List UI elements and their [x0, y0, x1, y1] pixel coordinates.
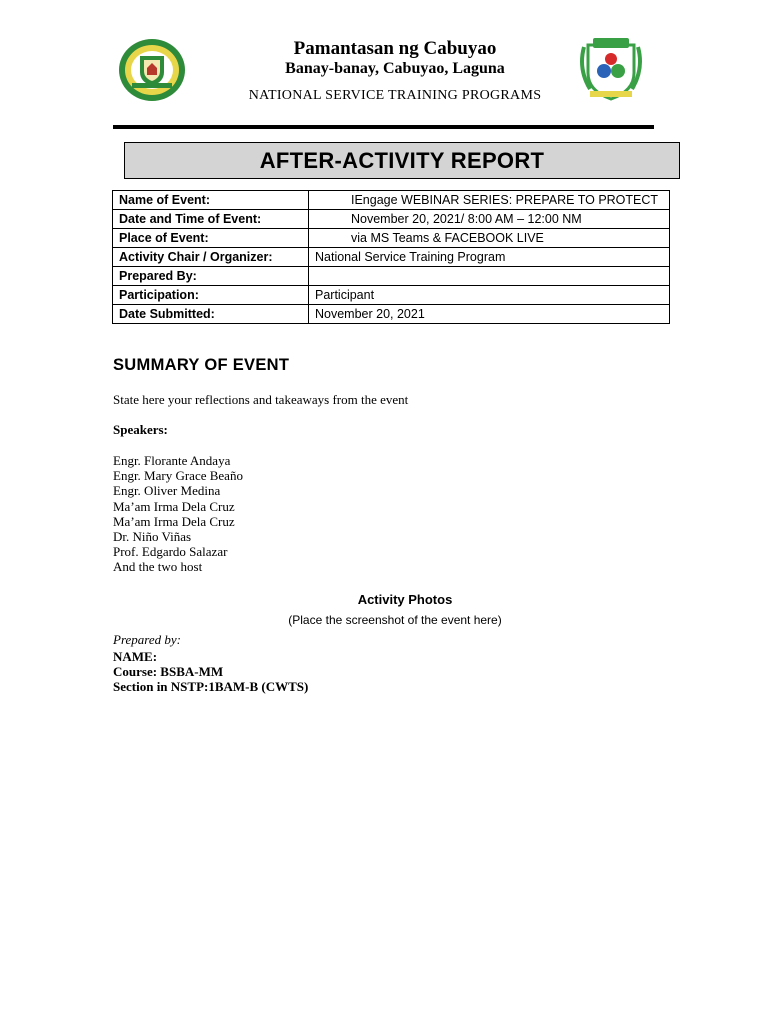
reflection-text: State here your reflections and takeaways from the event	[113, 392, 409, 407]
prepared-by-label: Prepared by:	[113, 632, 181, 647]
row-value: via MS Teams & FACEBOOK LIVE	[309, 229, 670, 248]
university-name: Pamantasan ng Cabuyao	[293, 38, 497, 59]
row-label: Date Submitted:	[113, 305, 309, 324]
table-row	[113, 286, 670, 305]
list-item: Engr. Florante Andaya	[113, 453, 231, 468]
row-label: Activity Chair / Organizer:	[113, 248, 309, 267]
row-label: Participation:	[113, 286, 309, 305]
table-row	[113, 229, 670, 248]
speakers-label: Speakers:	[113, 422, 168, 437]
list-item: Engr. Oliver Medina	[113, 483, 221, 499]
list-item: And the two host	[113, 559, 203, 575]
row-value: IEngage WEBINAR SERIES: PREPARE TO PROTECT	[309, 191, 670, 210]
table-row	[113, 305, 670, 324]
row-value: November 20, 2021	[309, 305, 670, 324]
speaker-list	[113, 453, 243, 575]
list-item: Ma’am Irma Dela Cruz	[113, 498, 235, 514]
row-label: Place of Event:	[113, 229, 309, 248]
list-item: Engr. Mary Grace Beaño	[113, 468, 243, 484]
list-item: Dr. Niño Viñas	[113, 529, 192, 545]
signature-section: Section in NSTP:1BAM-B (CWTS)	[113, 679, 309, 694]
nstp-logo	[576, 35, 646, 103]
event-info-table	[112, 190, 670, 324]
report-title: AFTER-ACTIVITY REPORT	[259, 147, 545, 173]
summary-heading: SUMMARY OF EVENT	[113, 356, 290, 374]
report-title-box	[124, 142, 680, 179]
table-row	[113, 191, 670, 210]
row-label: Date and Time of Event:	[113, 210, 309, 229]
program-name: NATIONAL SERVICE TRAINING PROGRAMS	[248, 88, 542, 103]
header-divider	[113, 125, 654, 129]
signature-course: Course: BSBA-MM	[113, 664, 224, 679]
university-address: Banay-banay, Cabuyao, Laguna	[285, 60, 505, 77]
table-row	[113, 248, 670, 267]
row-value	[309, 267, 670, 286]
list-item: Ma’am Irma Dela Cruz	[113, 513, 235, 529]
row-value: November 20, 2021/ 8:00 AM – 12:00 NM	[309, 210, 670, 229]
activity-photos-note: (Place the screenshot of the event here)	[288, 613, 502, 627]
signature-name: NAME:	[113, 649, 158, 664]
table-row	[113, 210, 670, 229]
row-value: Participant	[309, 286, 670, 305]
table-row	[113, 267, 670, 286]
row-value: National Service Training Program	[309, 248, 670, 267]
list-item: Prof. Edgardo Salazar	[113, 544, 228, 560]
row-label: Name of Event:	[113, 191, 309, 210]
row-label: Prepared By:	[113, 267, 309, 286]
activity-photos-title: Activity Photos	[357, 592, 453, 607]
